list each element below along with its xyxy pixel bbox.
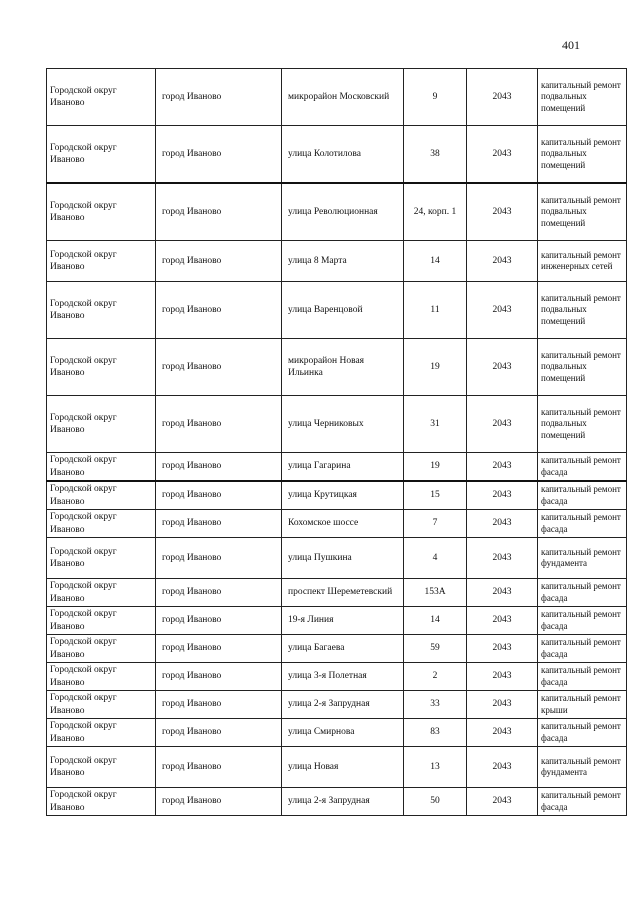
year-cell: 2043 xyxy=(467,719,538,747)
district-cell: Городской округ Иваново xyxy=(47,607,156,635)
year-cell: 2043 xyxy=(467,579,538,607)
city-cell: город Иваново xyxy=(156,579,282,607)
district-cell: Городской округ Иваново xyxy=(47,538,156,579)
district-cell: Городской округ Иваново xyxy=(47,788,156,816)
district-cell: Городской округ Иваново xyxy=(47,510,156,538)
street-cell: микрорайон Новая Ильинка xyxy=(282,339,404,396)
table-row xyxy=(47,788,627,816)
work-type-cell: капитальный ремонт фасада xyxy=(538,579,627,607)
house-number-cell: 19 xyxy=(404,339,467,396)
table-row xyxy=(47,510,627,538)
year-cell: 2043 xyxy=(467,396,538,453)
year-cell: 2043 xyxy=(467,510,538,538)
district-cell: Городской округ Иваново xyxy=(47,663,156,691)
year-cell: 2043 xyxy=(467,538,538,579)
table-row xyxy=(47,691,627,719)
house-number-cell: 7 xyxy=(404,510,467,538)
city-cell: город Иваново xyxy=(156,339,282,396)
street-cell: улица Смирнова xyxy=(282,719,404,747)
year-cell: 2043 xyxy=(467,69,538,126)
work-type-cell: капитальный ремонт инженерных сетей xyxy=(538,241,627,282)
district-cell: Городской округ Иваново xyxy=(47,691,156,719)
house-number-cell: 13 xyxy=(404,747,467,788)
year-cell: 2043 xyxy=(467,339,538,396)
work-type-cell: капитальный ремонт подвальных помещений xyxy=(538,126,627,184)
work-type-cell: капитальный ремонт крыши xyxy=(538,691,627,719)
street-cell: улица Черниковых xyxy=(282,396,404,453)
table-row xyxy=(47,663,627,691)
repair-registry-table xyxy=(46,68,627,816)
work-type-cell: капитальный ремонт подвальных помещений xyxy=(538,396,627,453)
street-cell: улица Багаева xyxy=(282,635,404,663)
city-cell: город Иваново xyxy=(156,691,282,719)
house-number-cell: 38 xyxy=(404,126,467,184)
district-cell: Городской округ Иваново xyxy=(47,183,156,241)
table-row xyxy=(47,183,627,241)
work-type-cell: капитальный ремонт фасада xyxy=(538,481,627,510)
year-cell: 2043 xyxy=(467,788,538,816)
house-number-cell: 33 xyxy=(404,691,467,719)
district-cell: Городской округ Иваново xyxy=(47,339,156,396)
table-row xyxy=(47,607,627,635)
city-cell: город Иваново xyxy=(156,635,282,663)
table-row xyxy=(47,282,627,339)
street-cell: улица 3-я Полетная xyxy=(282,663,404,691)
year-cell: 2043 xyxy=(467,481,538,510)
district-cell: Городской округ Иваново xyxy=(47,481,156,510)
year-cell: 2043 xyxy=(467,241,538,282)
street-cell: проспект Шереметевский xyxy=(282,579,404,607)
table-row xyxy=(47,538,627,579)
year-cell: 2043 xyxy=(467,691,538,719)
year-cell: 2043 xyxy=(467,607,538,635)
city-cell: город Иваново xyxy=(156,282,282,339)
city-cell: город Иваново xyxy=(156,241,282,282)
city-cell: город Иваново xyxy=(156,719,282,747)
table-row xyxy=(47,241,627,282)
street-cell: улица Крутицкая xyxy=(282,481,404,510)
street-cell: улица Новая xyxy=(282,747,404,788)
city-cell: город Иваново xyxy=(156,788,282,816)
house-number-cell: 4 xyxy=(404,538,467,579)
house-number-cell: 83 xyxy=(404,719,467,747)
table-body xyxy=(47,69,627,816)
work-type-cell: капитальный ремонт фасада xyxy=(538,635,627,663)
table-row xyxy=(47,453,627,482)
page-number: 401 xyxy=(562,38,580,52)
city-cell: город Иваново xyxy=(156,126,282,184)
district-cell: Городской округ Иваново xyxy=(47,747,156,788)
year-cell: 2043 xyxy=(467,663,538,691)
table-row xyxy=(47,481,627,510)
house-number-cell: 24, корп. 1 xyxy=(404,183,467,241)
city-cell: город Иваново xyxy=(156,453,282,482)
work-type-cell: капитальный ремонт подвальных помещений xyxy=(538,339,627,396)
street-cell: улица Гагарина xyxy=(282,453,404,482)
district-cell: Городской округ Иваново xyxy=(47,719,156,747)
city-cell: город Иваново xyxy=(156,747,282,788)
table-row xyxy=(47,69,627,126)
work-type-cell: капитальный ремонт подвальных помещений xyxy=(538,183,627,241)
year-cell: 2043 xyxy=(467,183,538,241)
district-cell: Городской округ Иваново xyxy=(47,453,156,482)
street-cell: улица Варенцовой xyxy=(282,282,404,339)
work-type-cell: капитальный ремонт фасада xyxy=(538,788,627,816)
city-cell: город Иваново xyxy=(156,510,282,538)
city-cell: город Иваново xyxy=(156,538,282,579)
district-cell: Городской округ Иваново xyxy=(47,579,156,607)
house-number-cell: 19 xyxy=(404,453,467,482)
house-number-cell: 50 xyxy=(404,788,467,816)
street-cell: улица 2-я Запрудная xyxy=(282,788,404,816)
house-number-cell: 14 xyxy=(404,607,467,635)
house-number-cell: 15 xyxy=(404,481,467,510)
year-cell: 2043 xyxy=(467,747,538,788)
district-cell: Городской округ Иваново xyxy=(47,126,156,184)
street-cell: улица Колотилова xyxy=(282,126,404,184)
table-row xyxy=(47,126,627,184)
table-row xyxy=(47,396,627,453)
table-row xyxy=(47,747,627,788)
house-number-cell: 153А xyxy=(404,579,467,607)
work-type-cell: капитальный ремонт фундамента xyxy=(538,538,627,579)
work-type-cell: капитальный ремонт подвальных помещений xyxy=(538,282,627,339)
street-cell: 19-я Линия xyxy=(282,607,404,635)
district-cell: Городской округ Иваново xyxy=(47,282,156,339)
table-row xyxy=(47,719,627,747)
year-cell: 2043 xyxy=(467,126,538,184)
city-cell: город Иваново xyxy=(156,607,282,635)
district-cell: Городской округ Иваново xyxy=(47,396,156,453)
street-cell: Кохомское шоссе xyxy=(282,510,404,538)
work-type-cell: капитальный ремонт фасада xyxy=(538,510,627,538)
district-cell: Городской округ Иваново xyxy=(47,69,156,126)
street-cell: улица Пушкина xyxy=(282,538,404,579)
year-cell: 2043 xyxy=(467,453,538,482)
table-row xyxy=(47,635,627,663)
street-cell: улица 8 Марта xyxy=(282,241,404,282)
table-row xyxy=(47,579,627,607)
city-cell: город Иваново xyxy=(156,481,282,510)
work-type-cell: капитальный ремонт фасада xyxy=(538,663,627,691)
year-cell: 2043 xyxy=(467,282,538,339)
city-cell: город Иваново xyxy=(156,69,282,126)
house-number-cell: 14 xyxy=(404,241,467,282)
city-cell: город Иваново xyxy=(156,183,282,241)
work-type-cell: капитальный ремонт фасада xyxy=(538,453,627,482)
street-cell: улица 2-я Запрудная xyxy=(282,691,404,719)
work-type-cell: капитальный ремонт фундамента xyxy=(538,747,627,788)
year-cell: 2043 xyxy=(467,635,538,663)
house-number-cell: 31 xyxy=(404,396,467,453)
street-cell: улица Революционная xyxy=(282,183,404,241)
street-cell: микрорайон Московский xyxy=(282,69,404,126)
city-cell: город Иваново xyxy=(156,663,282,691)
work-type-cell: капитальный ремонт подвальных помещений xyxy=(538,69,627,126)
house-number-cell: 9 xyxy=(404,69,467,126)
district-cell: Городской округ Иваново xyxy=(47,635,156,663)
city-cell: город Иваново xyxy=(156,396,282,453)
table-row xyxy=(47,339,627,396)
work-type-cell: капитальный ремонт фасада xyxy=(538,719,627,747)
work-type-cell: капитальный ремонт фасада xyxy=(538,607,627,635)
house-number-cell: 11 xyxy=(404,282,467,339)
house-number-cell: 59 xyxy=(404,635,467,663)
district-cell: Городской округ Иваново xyxy=(47,241,156,282)
house-number-cell: 2 xyxy=(404,663,467,691)
